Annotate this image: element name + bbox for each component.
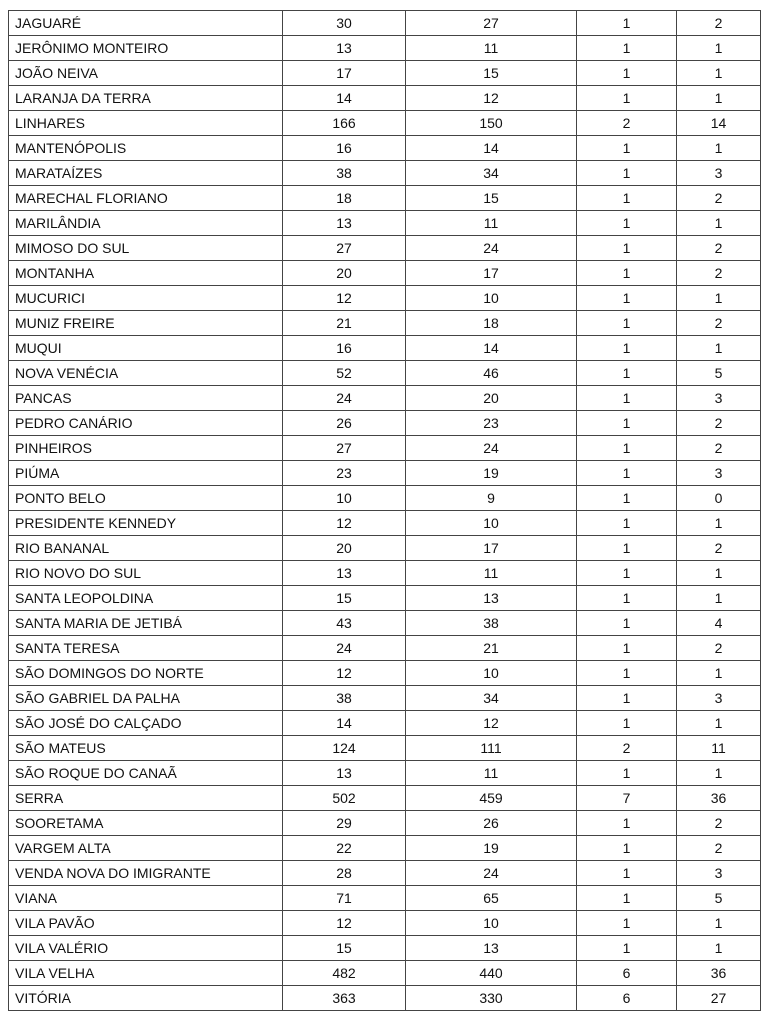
municipality-name-cell: PEDRO CANÁRIO (9, 411, 283, 436)
value-cell-3: 6 (577, 986, 677, 1011)
municipality-name-cell: RIO BANANAL (9, 536, 283, 561)
table-row (9, 336, 761, 361)
value-cell-1: 124 (283, 736, 406, 761)
table-row (9, 636, 761, 661)
value-cell-3: 1 (577, 311, 677, 336)
value-cell-4: 2 (677, 811, 761, 836)
value-cell-1: 71 (283, 886, 406, 911)
municipality-name-cell: NOVA VENÉCIA (9, 361, 283, 386)
table-row (9, 136, 761, 161)
value-cell-4: 2 (677, 261, 761, 286)
value-cell-3: 1 (577, 336, 677, 361)
table-row (9, 86, 761, 111)
value-cell-3: 1 (577, 261, 677, 286)
table-row (9, 761, 761, 786)
municipality-name-cell: RIO NOVO DO SUL (9, 561, 283, 586)
value-cell-2: 38 (406, 611, 577, 636)
value-cell-4: 2 (677, 311, 761, 336)
value-cell-3: 1 (577, 711, 677, 736)
value-cell-2: 21 (406, 636, 577, 661)
value-cell-2: 11 (406, 36, 577, 61)
value-cell-2: 34 (406, 686, 577, 711)
value-cell-2: 13 (406, 586, 577, 611)
value-cell-2: 14 (406, 336, 577, 361)
municipality-name-cell: MARILÂNDIA (9, 211, 283, 236)
value-cell-4: 1 (677, 136, 761, 161)
value-cell-3: 1 (577, 861, 677, 886)
table-row (9, 936, 761, 961)
value-cell-3: 1 (577, 511, 677, 536)
municipality-name-cell: MUQUI (9, 336, 283, 361)
table-row (9, 661, 761, 686)
value-cell-1: 12 (283, 286, 406, 311)
value-cell-1: 26 (283, 411, 406, 436)
value-cell-3: 6 (577, 961, 677, 986)
value-cell-3: 1 (577, 886, 677, 911)
value-cell-1: 52 (283, 361, 406, 386)
value-cell-3: 1 (577, 811, 677, 836)
value-cell-2: 26 (406, 811, 577, 836)
municipality-name-cell: VENDA NOVA DO IMIGRANTE (9, 861, 283, 886)
value-cell-1: 20 (283, 261, 406, 286)
municipality-name-cell: MANTENÓPOLIS (9, 136, 283, 161)
value-cell-3: 1 (577, 836, 677, 861)
value-cell-1: 29 (283, 811, 406, 836)
value-cell-4: 14 (677, 111, 761, 136)
municipality-name-cell: PRESIDENTE KENNEDY (9, 511, 283, 536)
municipality-name-cell: MUCURICI (9, 286, 283, 311)
table-row (9, 186, 761, 211)
municipality-name-cell: LINHARES (9, 111, 283, 136)
value-cell-2: 15 (406, 186, 577, 211)
value-cell-3: 1 (577, 186, 677, 211)
value-cell-2: 10 (406, 911, 577, 936)
municipality-table (8, 10, 761, 1011)
value-cell-2: 27 (406, 11, 577, 36)
municipality-name-cell: VIANA (9, 886, 283, 911)
value-cell-3: 1 (577, 486, 677, 511)
value-cell-3: 1 (577, 936, 677, 961)
value-cell-1: 16 (283, 136, 406, 161)
table-row (9, 711, 761, 736)
table-row (9, 361, 761, 386)
value-cell-1: 13 (283, 36, 406, 61)
value-cell-4: 2 (677, 11, 761, 36)
value-cell-4: 2 (677, 236, 761, 261)
value-cell-3: 1 (577, 661, 677, 686)
municipality-name-cell: PONTO BELO (9, 486, 283, 511)
value-cell-1: 38 (283, 161, 406, 186)
value-cell-1: 22 (283, 836, 406, 861)
value-cell-4: 1 (677, 936, 761, 961)
value-cell-2: 24 (406, 436, 577, 461)
municipality-name-cell: JERÔNIMO MONTEIRO (9, 36, 283, 61)
table-row (9, 961, 761, 986)
table-row (9, 211, 761, 236)
value-cell-2: 459 (406, 786, 577, 811)
table-row (9, 561, 761, 586)
table-row (9, 36, 761, 61)
table-row (9, 886, 761, 911)
value-cell-3: 1 (577, 436, 677, 461)
value-cell-4: 36 (677, 786, 761, 811)
value-cell-1: 502 (283, 786, 406, 811)
value-cell-2: 13 (406, 936, 577, 961)
value-cell-4: 36 (677, 961, 761, 986)
municipality-name-cell: VITÓRIA (9, 986, 283, 1011)
value-cell-1: 363 (283, 986, 406, 1011)
value-cell-2: 20 (406, 386, 577, 411)
value-cell-1: 24 (283, 386, 406, 411)
value-cell-2: 15 (406, 61, 577, 86)
value-cell-3: 1 (577, 611, 677, 636)
table-row (9, 61, 761, 86)
value-cell-1: 23 (283, 461, 406, 486)
table-row (9, 486, 761, 511)
value-cell-2: 65 (406, 886, 577, 911)
value-cell-2: 34 (406, 161, 577, 186)
value-cell-4: 11 (677, 736, 761, 761)
value-cell-1: 16 (283, 336, 406, 361)
value-cell-2: 19 (406, 836, 577, 861)
value-cell-4: 1 (677, 911, 761, 936)
municipality-name-cell: PANCAS (9, 386, 283, 411)
value-cell-2: 10 (406, 661, 577, 686)
value-cell-2: 17 (406, 261, 577, 286)
municipality-name-cell: VARGEM ALTA (9, 836, 283, 861)
table-row (9, 11, 761, 36)
value-cell-2: 46 (406, 361, 577, 386)
municipality-name-cell: LARANJA DA TERRA (9, 86, 283, 111)
value-cell-2: 9 (406, 486, 577, 511)
value-cell-2: 11 (406, 211, 577, 236)
value-cell-2: 10 (406, 286, 577, 311)
value-cell-2: 18 (406, 311, 577, 336)
value-cell-3: 1 (577, 586, 677, 611)
value-cell-4: 1 (677, 286, 761, 311)
value-cell-4: 3 (677, 161, 761, 186)
value-cell-2: 24 (406, 236, 577, 261)
value-cell-2: 24 (406, 861, 577, 886)
municipality-name-cell: SÃO MATEUS (9, 736, 283, 761)
table-row (9, 686, 761, 711)
municipality-name-cell: JAGUARÉ (9, 11, 283, 36)
value-cell-4: 2 (677, 836, 761, 861)
value-cell-1: 482 (283, 961, 406, 986)
table-row (9, 986, 761, 1011)
value-cell-1: 24 (283, 636, 406, 661)
table-row (9, 811, 761, 836)
value-cell-4: 1 (677, 211, 761, 236)
value-cell-2: 12 (406, 86, 577, 111)
value-cell-1: 27 (283, 236, 406, 261)
municipality-name-cell: VILA VELHA (9, 961, 283, 986)
value-cell-3: 1 (577, 11, 677, 36)
value-cell-1: 13 (283, 761, 406, 786)
value-cell-2: 330 (406, 986, 577, 1011)
municipality-name-cell: PINHEIROS (9, 436, 283, 461)
value-cell-4: 2 (677, 536, 761, 561)
value-cell-3: 1 (577, 61, 677, 86)
municipality-name-cell: SÃO ROQUE DO CANAÃ (9, 761, 283, 786)
value-cell-3: 1 (577, 211, 677, 236)
value-cell-4: 0 (677, 486, 761, 511)
value-cell-4: 3 (677, 386, 761, 411)
municipality-name-cell: JOÃO NEIVA (9, 61, 283, 86)
municipality-name-cell: MARATAÍZES (9, 161, 283, 186)
table-row (9, 261, 761, 286)
value-cell-1: 27 (283, 436, 406, 461)
value-cell-1: 12 (283, 911, 406, 936)
value-cell-4: 1 (677, 661, 761, 686)
municipality-name-cell: VILA PAVÃO (9, 911, 283, 936)
value-cell-1: 28 (283, 861, 406, 886)
table-row (9, 911, 761, 936)
municipality-name-cell: MUNIZ FREIRE (9, 311, 283, 336)
value-cell-4: 3 (677, 686, 761, 711)
table-row (9, 236, 761, 261)
value-cell-2: 23 (406, 411, 577, 436)
municipality-name-cell: SÃO JOSÉ DO CALÇADO (9, 711, 283, 736)
value-cell-4: 1 (677, 511, 761, 536)
value-cell-4: 5 (677, 886, 761, 911)
value-cell-3: 1 (577, 686, 677, 711)
table-row (9, 861, 761, 886)
value-cell-3: 1 (577, 561, 677, 586)
value-cell-1: 13 (283, 211, 406, 236)
value-cell-3: 2 (577, 111, 677, 136)
value-cell-1: 17 (283, 61, 406, 86)
value-cell-2: 11 (406, 561, 577, 586)
table-row (9, 311, 761, 336)
value-cell-1: 14 (283, 711, 406, 736)
table-row (9, 536, 761, 561)
value-cell-4: 1 (677, 761, 761, 786)
value-cell-2: 14 (406, 136, 577, 161)
table-row (9, 586, 761, 611)
value-cell-4: 1 (677, 336, 761, 361)
table-row (9, 786, 761, 811)
value-cell-3: 1 (577, 911, 677, 936)
value-cell-3: 1 (577, 86, 677, 111)
municipality-name-cell: SOORETAMA (9, 811, 283, 836)
value-cell-3: 1 (577, 361, 677, 386)
table-row (9, 611, 761, 636)
value-cell-3: 1 (577, 161, 677, 186)
table-row (9, 461, 761, 486)
value-cell-3: 1 (577, 636, 677, 661)
table-row (9, 386, 761, 411)
value-cell-1: 43 (283, 611, 406, 636)
table-row (9, 736, 761, 761)
municipality-name-cell: SANTA MARIA DE JETIBÁ (9, 611, 283, 636)
value-cell-1: 14 (283, 86, 406, 111)
table-row (9, 836, 761, 861)
municipality-name-cell: MIMOSO DO SUL (9, 236, 283, 261)
value-cell-1: 10 (283, 486, 406, 511)
value-cell-2: 17 (406, 536, 577, 561)
municipality-name-cell: SANTA LEOPOLDINA (9, 586, 283, 611)
value-cell-4: 1 (677, 86, 761, 111)
value-cell-1: 38 (283, 686, 406, 711)
value-cell-1: 20 (283, 536, 406, 561)
value-cell-2: 11 (406, 761, 577, 786)
value-cell-2: 12 (406, 711, 577, 736)
table-row (9, 436, 761, 461)
value-cell-4: 1 (677, 586, 761, 611)
value-cell-4: 27 (677, 986, 761, 1011)
value-cell-1: 15 (283, 936, 406, 961)
municipality-name-cell: PIÚMA (9, 461, 283, 486)
table-row (9, 411, 761, 436)
value-cell-3: 1 (577, 36, 677, 61)
value-cell-3: 2 (577, 736, 677, 761)
municipality-name-cell: MONTANHA (9, 261, 283, 286)
value-cell-3: 1 (577, 411, 677, 436)
value-cell-4: 2 (677, 636, 761, 661)
municipality-name-cell: SANTA TERESA (9, 636, 283, 661)
value-cell-1: 13 (283, 561, 406, 586)
value-cell-1: 18 (283, 186, 406, 211)
municipality-name-cell: SÃO DOMINGOS DO NORTE (9, 661, 283, 686)
value-cell-1: 15 (283, 586, 406, 611)
value-cell-3: 1 (577, 236, 677, 261)
value-cell-2: 19 (406, 461, 577, 486)
value-cell-4: 1 (677, 61, 761, 86)
value-cell-2: 150 (406, 111, 577, 136)
table-body (9, 11, 761, 1011)
value-cell-4: 2 (677, 436, 761, 461)
value-cell-2: 440 (406, 961, 577, 986)
value-cell-4: 5 (677, 361, 761, 386)
value-cell-3: 1 (577, 136, 677, 161)
table-row (9, 511, 761, 536)
value-cell-4: 1 (677, 711, 761, 736)
table-row (9, 161, 761, 186)
municipality-name-cell: MARECHAL FLORIANO (9, 186, 283, 211)
municipality-name-cell: VILA VALÉRIO (9, 936, 283, 961)
value-cell-1: 12 (283, 661, 406, 686)
value-cell-2: 111 (406, 736, 577, 761)
value-cell-4: 2 (677, 186, 761, 211)
value-cell-4: 4 (677, 611, 761, 636)
value-cell-4: 2 (677, 411, 761, 436)
municipality-name-cell: SERRA (9, 786, 283, 811)
value-cell-2: 10 (406, 511, 577, 536)
value-cell-4: 3 (677, 461, 761, 486)
value-cell-3: 1 (577, 286, 677, 311)
table-row (9, 286, 761, 311)
value-cell-3: 1 (577, 761, 677, 786)
value-cell-3: 7 (577, 786, 677, 811)
value-cell-4: 1 (677, 561, 761, 586)
table-row (9, 111, 761, 136)
value-cell-1: 30 (283, 11, 406, 36)
value-cell-4: 3 (677, 861, 761, 886)
value-cell-1: 166 (283, 111, 406, 136)
value-cell-3: 1 (577, 386, 677, 411)
value-cell-3: 1 (577, 536, 677, 561)
value-cell-1: 21 (283, 311, 406, 336)
value-cell-3: 1 (577, 461, 677, 486)
municipality-name-cell: SÃO GABRIEL DA PALHA (9, 686, 283, 711)
value-cell-4: 1 (677, 36, 761, 61)
value-cell-1: 12 (283, 511, 406, 536)
